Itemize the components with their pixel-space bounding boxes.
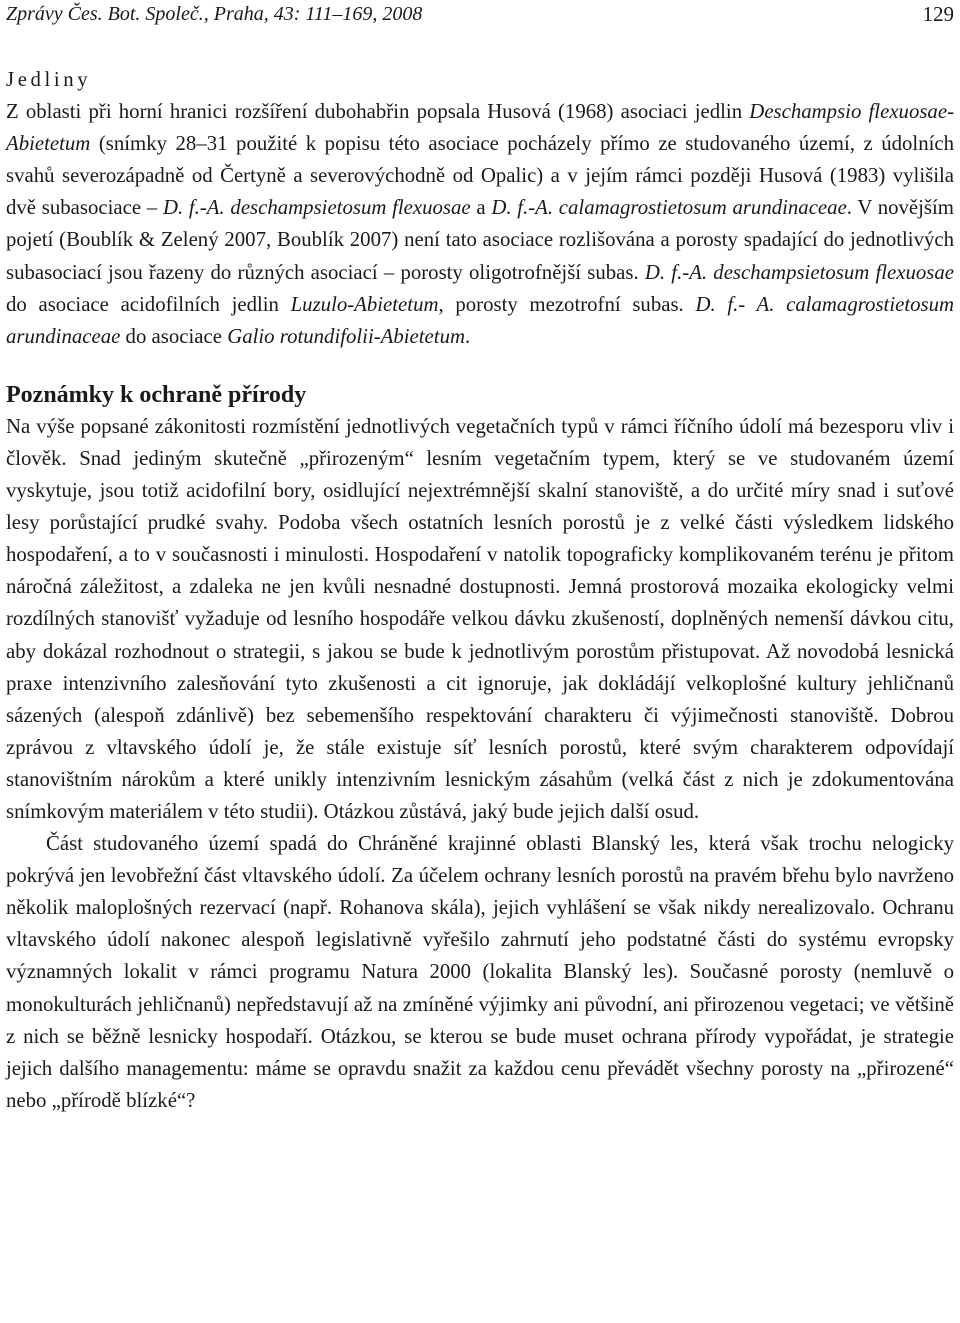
text-run: Z oblasti při horní hranici rozšíření dubohabřin popsala Husová (1968) asociaci jedlin	[6, 100, 750, 124]
taxon-name: D. f.-A. deschampsietosum flexuosae	[162, 196, 471, 220]
taxon-name: D. f.-A. deschampsietosum flexuosae	[644, 260, 954, 284]
text-run: . V novějším pojetí (Boublík & Zelený 2007, Boublík 2007) není tato asociace rozlišována a porosty spadající do jednotlivých subasociací jsou řazeny do různých asociací – porosty oligotrofnější subas.	[6, 196, 954, 284]
text-run: , porosty mezotrofní subas.	[438, 292, 696, 316]
section-label: Jedliny	[6, 68, 92, 91]
text-run: do asociace acidofilních jedlin	[6, 292, 291, 316]
text-run: (snímky 28–31 použité k popisu této asociace pocházely přímo ze studovaného území, z údolních svahů severozápadně od Čertyně a severovýchodně od Opalic) a v jejím rámci později Husová (1983) vylišila dvě subasociace –	[6, 132, 954, 220]
paragraph-ochrana-1: Na výše popsané zákonitosti rozmístění jednotlivých vegetačních typů v rámci říčního údolí má bezesporu vliv i člověk. Snad jediným skutečně „přirozeným“ lesním vegetačním typem, který se ve studovaném území vyskytuje, jsou totiž acidofilní bory, osidlující nejextrémnější skalní stanoviště, a do určité míry snad i suťové lesy porůstající prudké svahy. Podoba všech ostatních lesních porostů je z velké části výsledkem lidského hospodaření, a to v současnosti i minulosti. Hospodaření v natolik topograficky komplikovaném terénu je přitom náročná záležitost, a zdaleka ne jen kvůli nesnadné dostupnosti. Jemná prostorová mozaika ekologicky velmi rozdílných stanovišť vyžaduje od lesního hospodáře velkou dávku zkušeností, doplněných nemenší dávkou citu, aby dokázal rozhodnout o strategii, s jakou se bude k jednotlivým porostům přistupovat. Až novodobá lesnická praxe intenzivního zalesňování tyto zkušenosti a cit ignoruje, jak dokládájí velkoplošné kultury jehličnanů sázených (alespoň zdánlivě) bez sebemenšího respektování charakteru či výjimečnosti stanoviště. Dobrou zprávou z vltavského údolí je, že stále existuje síť lesních porostů, které svým charakterem odpovídají stanovištním nárokům a které unikly intenzivním lesnickým zásahům (velká část z nich je zdokumentována snímkovým materiálem v této studii). Otázkou zůstává, jaký bude jejich další osud.	[6, 414, 954, 823]
text-run: a	[470, 196, 492, 220]
text-run: do asociace	[120, 324, 228, 348]
section-heading: Poznámky k ochraně přírody	[6, 381, 307, 408]
paragraph-jedliny	[6, 96, 954, 353]
page-number: 129	[922, 2, 954, 26]
taxon-name: D. f.-A. calamagrostietosum arundinaceae	[491, 196, 847, 220]
running-header	[6, 0, 954, 28]
taxon-name: D. f.- A. calamagrostietosum arundinaceae	[6, 292, 955, 348]
taxon-name: Deschampsio flexuosae-Abietetum	[6, 100, 954, 156]
taxon-name: Luzulo-Abietetum	[290, 292, 439, 316]
article-body	[6, 64, 954, 1117]
journal-citation: Zprávy Čes. Bot. Společ., Praha, 43: 111–169, 2008	[6, 3, 423, 25]
taxon-name: Galio rotundifolii-Abietetum	[227, 324, 465, 348]
text-run: .	[464, 324, 471, 348]
paragraph-ochrana-2: Část studovaného území spadá do Chráněné krajinné oblasti Blanský les, která však trochu nelogicky pokrývá jen levobřežní část vltavského údolí. Za účelem ochrany lesních porostů na pravém břehu bylo navrženo několik maloplošných rezervací (např. Rohanova skála), jejich vyhlášení se však nikdy nerealizovalo. Ochranu vltavského údolí nakonec alespoň legislativně vyřešilo zahrnutí jeho podstatné části do systému evropsky významných lokalit v rámci programu Natura 2000 (lokalita Blanský les). Současné porosty (nemluvě o monokulturách jehličnanů) nepředstavují až na zmíněné výjimky ani původní, ani přirozenou vegetaci; ve většině z nich se běžně lesnicky hospodaří. Otázkou, se kterou se bude muset ochrana přírody vypořádat, je strategie jejich dalšího managementu: máme se opravdu snažit za každou cenu převádět všechny porosty na „přirozené“ nebo „přírodě blízké“?	[6, 832, 954, 1112]
